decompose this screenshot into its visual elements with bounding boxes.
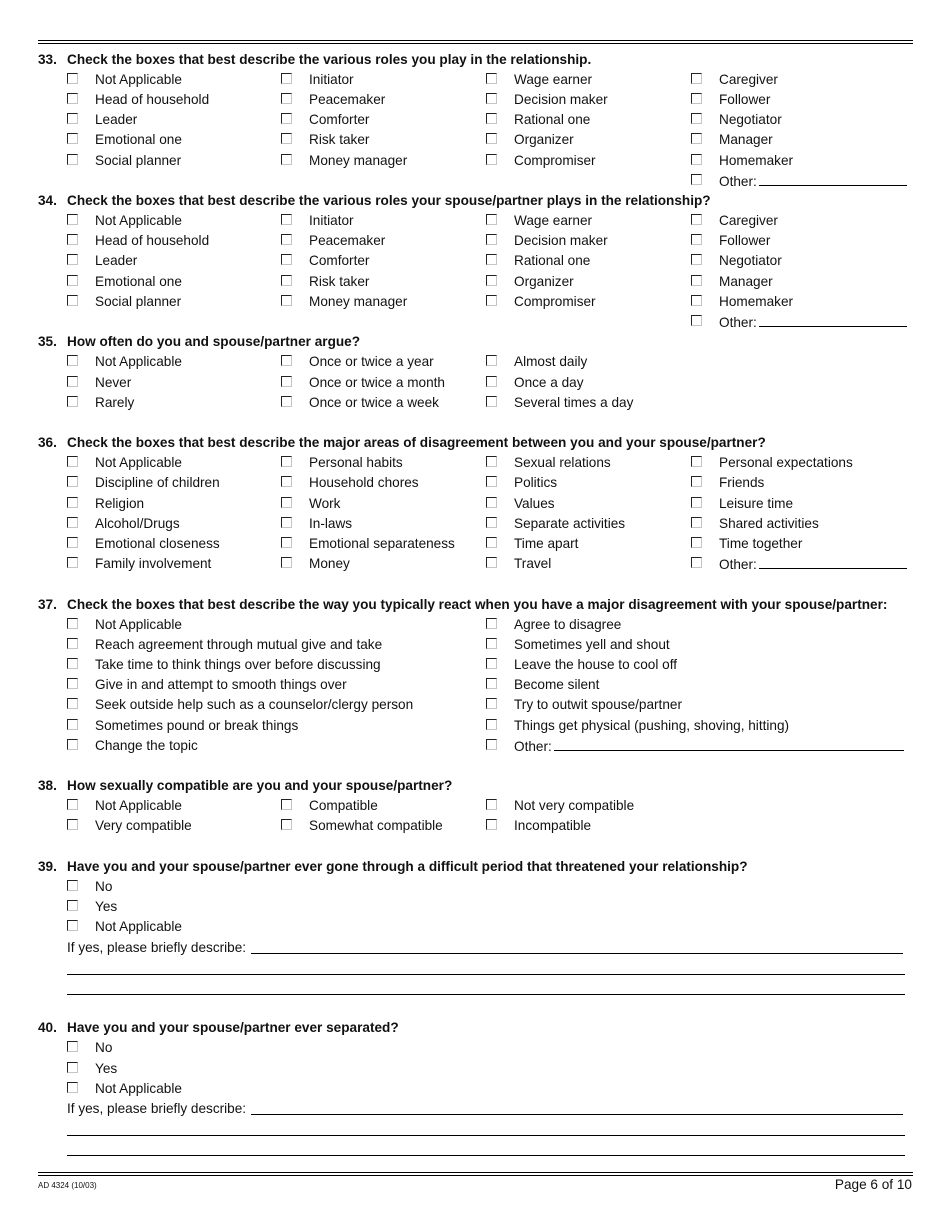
form-id: AD 4324 (10/03) [38,1181,97,1190]
checkbox[interactable] [67,678,78,689]
checkbox[interactable] [67,456,78,467]
question-39: 39. Have you and your spouse/partner ever gone through a difficult period that threatened your relationship? [38,859,748,874]
checkbox[interactable] [67,497,78,508]
q40-describe-label: If yes, please briefly describe: [67,1101,247,1116]
checkbox[interactable] [67,638,78,649]
checkbox[interactable] [281,396,292,407]
checkbox[interactable] [486,638,497,649]
checkbox[interactable] [67,698,78,709]
q39-describe-field[interactable] [251,953,903,954]
checkbox[interactable] [486,698,497,709]
header-rule-bottom [38,43,913,44]
checkbox[interactable] [691,537,702,548]
footer-rule-bottom [38,1175,913,1176]
q40-describe-field[interactable] [67,1155,905,1156]
checkbox[interactable] [691,456,702,467]
checkbox[interactable] [691,174,702,185]
checkbox[interactable] [67,476,78,487]
checkbox[interactable] [67,133,78,144]
other-write-in-field[interactable] [759,556,907,569]
checkbox[interactable] [67,557,78,568]
checkbox[interactable] [67,537,78,548]
checkbox[interactable] [691,275,702,286]
checkbox[interactable] [281,376,292,387]
checkbox[interactable] [486,113,497,124]
checkbox[interactable] [67,234,78,245]
checkbox[interactable] [281,295,292,306]
checkbox[interactable] [691,315,702,326]
checkbox[interactable] [67,396,78,407]
checkbox[interactable] [281,799,292,810]
checkbox[interactable] [67,214,78,225]
checkbox[interactable] [691,113,702,124]
checkbox[interactable] [281,133,292,144]
checkbox[interactable] [691,557,702,568]
question-36: 36. Check the boxes that best describe the major areas of disagreement between you and your spouse/partner? [38,435,766,450]
question-33: 33. Check the boxes that best describe the various roles you play in the relationship. [38,52,592,67]
checkbox[interactable] [67,295,78,306]
checkbox[interactable] [281,557,292,568]
checkbox[interactable] [67,920,78,931]
question-38: 38. How sexually compatible are you and your spouse/partner? [38,778,453,793]
checkbox[interactable] [486,719,497,730]
checkbox[interactable] [486,456,497,467]
checkbox[interactable] [67,719,78,730]
checkbox[interactable] [486,234,497,245]
question-40: 40. Have you and your spouse/partner ever separated? [38,1020,399,1035]
checkbox[interactable] [486,214,497,225]
checkbox[interactable] [486,295,497,306]
q40-describe-field[interactable] [251,1114,903,1115]
question-35: 35. How often do you and spouse/partner argue? [38,334,361,349]
checkbox[interactable] [67,1062,78,1073]
checkbox[interactable] [67,1082,78,1093]
checkbox[interactable] [67,93,78,104]
q39-describe-field[interactable] [67,994,905,995]
checkbox[interactable] [486,93,497,104]
other-write-in-field[interactable] [554,738,904,751]
q39-describe-field[interactable] [67,974,905,975]
checkbox[interactable] [691,295,702,306]
checkbox[interactable] [281,456,292,467]
checkbox[interactable] [67,275,78,286]
checkbox[interactable] [67,618,78,629]
question-37: 37. Check the boxes that best describe the way you typically react when you have a major disagreement with your spouse/partner: [38,597,888,612]
checkbox[interactable] [281,537,292,548]
checkbox[interactable] [281,214,292,225]
checkbox[interactable] [486,154,497,165]
checkbox[interactable] [67,900,78,911]
checkbox[interactable] [281,517,292,528]
checkbox[interactable] [486,396,497,407]
checkbox[interactable] [281,476,292,487]
checkbox[interactable] [67,113,78,124]
checkbox[interactable] [486,476,497,487]
checkbox[interactable] [486,133,497,144]
checkbox[interactable] [486,819,497,830]
checkbox[interactable] [691,73,702,84]
checkbox[interactable] [486,618,497,629]
checkbox[interactable] [67,739,78,750]
checkbox[interactable] [486,799,497,810]
checkbox[interactable] [486,557,497,568]
checkbox[interactable] [281,73,292,84]
q39-describe-label: If yes, please briefly describe: [67,940,247,955]
checkbox[interactable] [281,93,292,104]
checkbox[interactable] [486,537,497,548]
checkbox[interactable] [486,517,497,528]
checkbox[interactable] [67,658,78,669]
checkbox[interactable] [281,497,292,508]
checkbox[interactable] [486,254,497,265]
page-number: Page 6 of 10 [834,1177,912,1192]
checkbox[interactable] [486,275,497,286]
checkbox[interactable] [67,819,78,830]
checkbox[interactable] [67,517,78,528]
checkbox[interactable] [281,355,292,366]
checkbox[interactable] [281,254,292,265]
checkbox[interactable] [691,93,702,104]
checkbox[interactable] [691,154,702,165]
checkbox[interactable] [281,275,292,286]
checkbox[interactable] [281,819,292,830]
checkbox[interactable] [67,254,78,265]
checkbox[interactable] [67,376,78,387]
question-34: 34. Check the boxes that best describe the various roles your spouse/partner plays in the relationship? [38,193,711,208]
checkbox[interactable] [281,154,292,165]
checkbox[interactable] [486,355,497,366]
checkbox[interactable] [486,658,497,669]
header-rule-top [38,40,913,41]
checkbox[interactable] [67,73,78,84]
checkbox[interactable] [67,880,78,891]
checkbox[interactable] [67,799,78,810]
checkbox[interactable] [691,234,702,245]
checkbox[interactable] [486,376,497,387]
checkbox[interactable] [691,214,702,225]
footer-rule-top [38,1172,913,1173]
other-write-in-field[interactable] [759,314,907,327]
checkbox[interactable] [486,678,497,689]
checkbox[interactable] [691,476,702,487]
checkbox[interactable] [281,113,292,124]
checkbox[interactable] [281,234,292,245]
checkbox[interactable] [486,73,497,84]
other-write-in-field[interactable] [759,173,907,186]
checkbox[interactable] [691,517,702,528]
q40-describe-field[interactable] [67,1135,905,1136]
checkbox[interactable] [691,497,702,508]
checkbox[interactable] [486,739,497,750]
checkbox[interactable] [67,355,78,366]
checkbox[interactable] [691,254,702,265]
checkbox[interactable] [691,133,702,144]
checkbox[interactable] [67,154,78,165]
checkbox[interactable] [486,497,497,508]
checkbox[interactable] [67,1041,78,1052]
